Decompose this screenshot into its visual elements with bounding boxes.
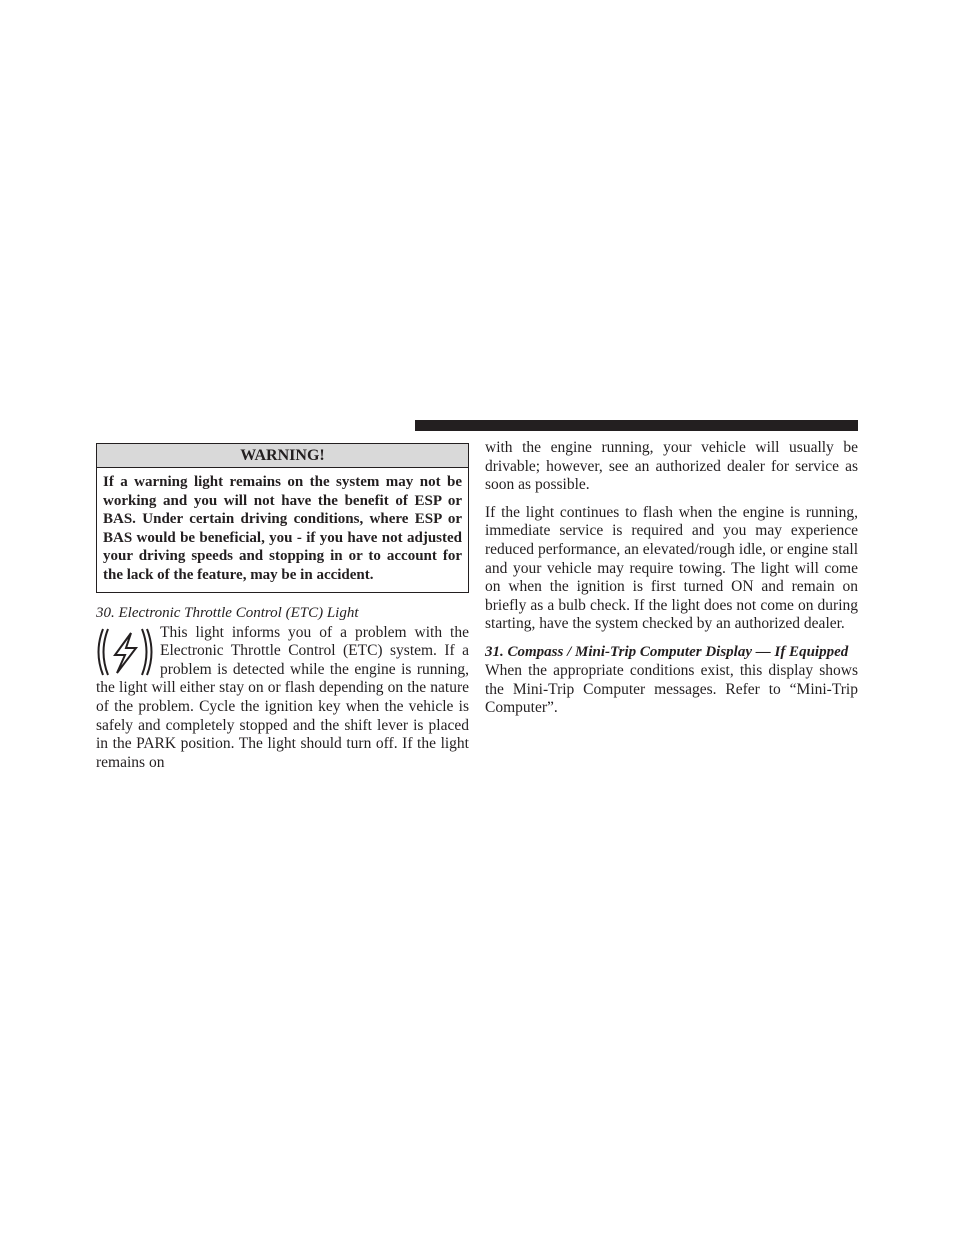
- etc-flash-paragraph: If the light continues to flash when the engine is running, immediate service is required and you may experience reduced performance, an elevated/rough idle, or engine stall and your vehicle may require towing. The light will come on when the ignition is first turned ON and remain on briefly as a bulb check. If the light does not come on during starting, have the system checked by an authorized dealer.: [485, 503, 858, 633]
- warning-box: [96, 443, 469, 593]
- etc-light-paragraph: [96, 624, 469, 773]
- section-header-bar: [415, 420, 858, 431]
- right-column: [485, 439, 858, 718]
- etc-warning-light-icon: [96, 625, 154, 679]
- left-column: [96, 443, 469, 772]
- etc-continued-paragraph: with the engine running, your vehicle will usually be drivable; however, see an authorized dealer for service as soon as possible.: [485, 439, 858, 494]
- warning-text: If a warning light remains on the system may not be working and you will not have the benefit of ESP or BAS. Under certain driving conditions, where ESP or BAS would be beneficial, you - if you have not adjusted your driving speeds and stopping in or to account for the lack of the feature, may be in accident.: [103, 474, 462, 583]
- etc-light-text: This light informs you of a problem with the Electronic Throttle Control (ETC) system. If a problem is detected while the engine is running, the light will either stay on or flash depending on the nature of the problem. Cycle the ignition key when the vehicle is safely and completely stopped and the shift lever is placed in the PARK position. The light should turn off. If the light remains on: [96, 623, 469, 771]
- etc-light-heading: 30. Electronic Throttle Control (ETC) Light: [96, 604, 359, 621]
- compass-heading: 31. Compass / Mini-Trip Computer Display — If Equipped: [485, 643, 849, 660]
- compass-paragraph: When the appropriate conditions exist, this display shows the Mini-Trip Computer messages. Refer to “Mini-Trip Computer”.: [485, 661, 858, 717]
- warning-title: WARNING!: [97, 444, 468, 468]
